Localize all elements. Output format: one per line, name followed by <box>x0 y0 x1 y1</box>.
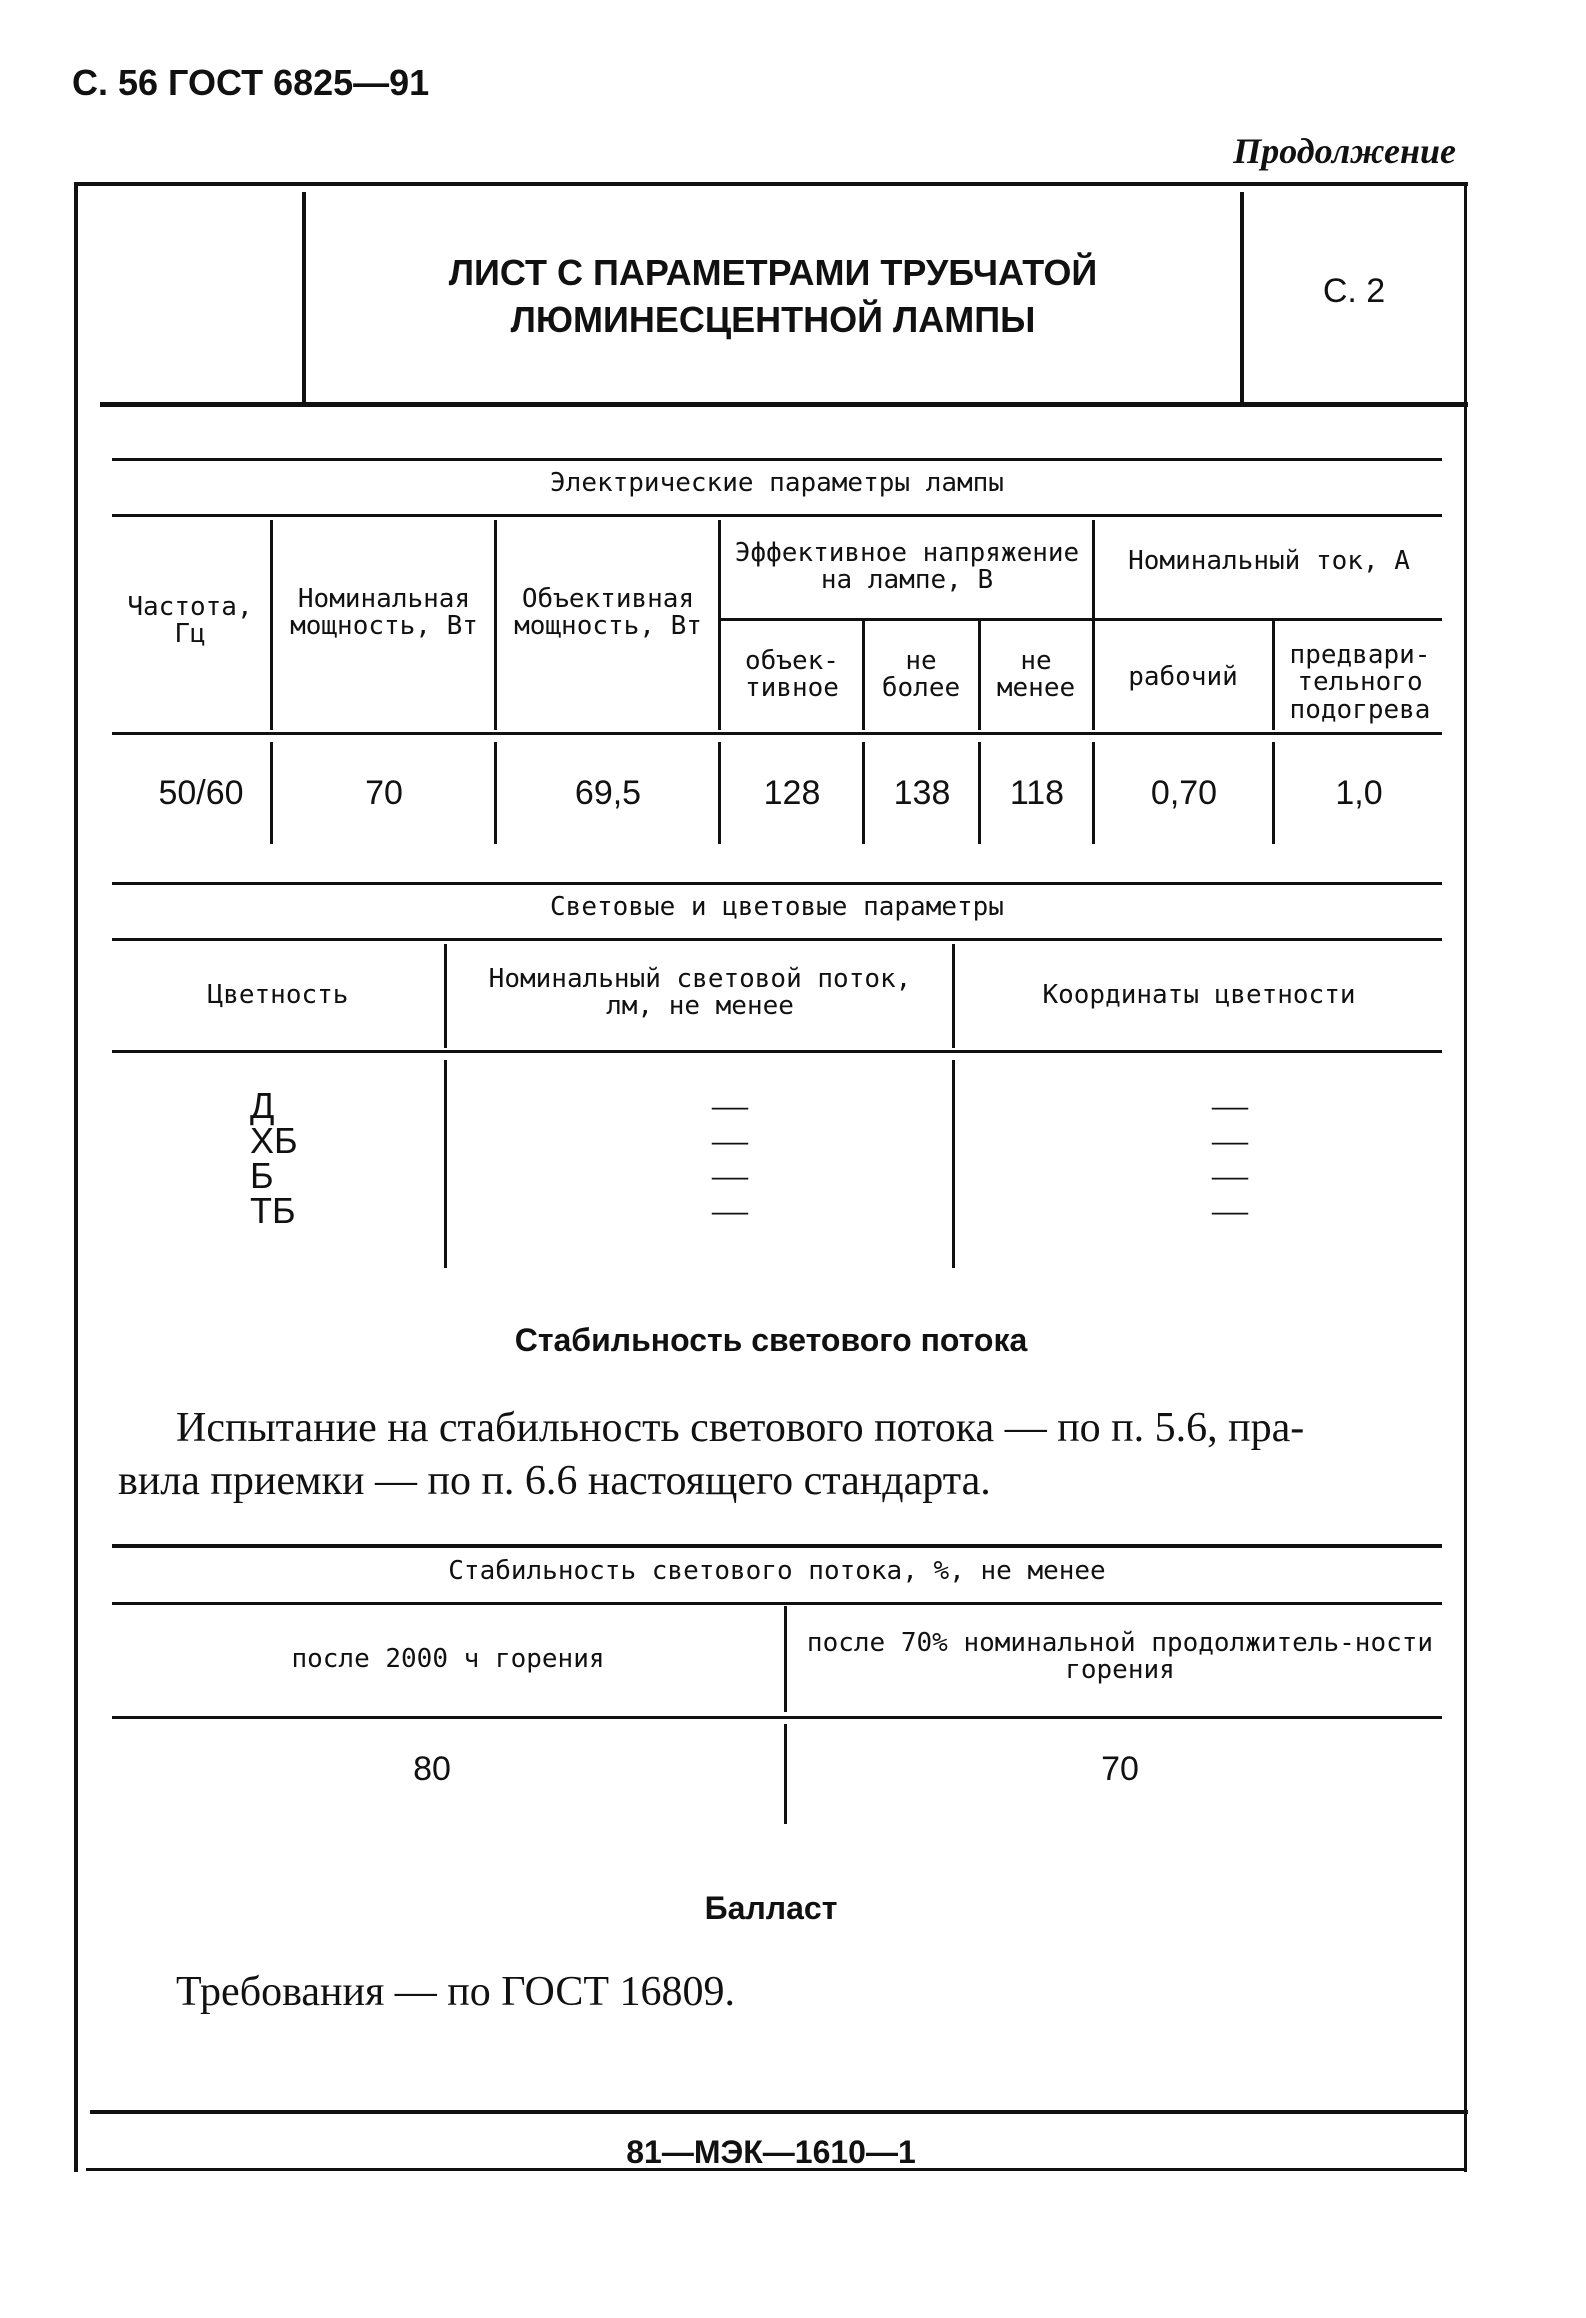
sheet-title-line1: ЛИСТ С ПАРАМЕТРАМИ ТРУБЧАТОЙ <box>448 252 1098 293</box>
light-header-rule <box>112 938 1442 941</box>
light-col-line-1 <box>444 944 447 1048</box>
list-item: — <box>712 1085 748 1125</box>
electrical-caption: Электрические параметры лампы <box>550 468 1004 498</box>
header-current-preheat: предвари-тельного подогрева <box>1289 640 1431 725</box>
light-col-line-2 <box>952 944 955 1048</box>
stability-col-line <box>784 1606 787 1712</box>
light-data-line-1 <box>444 1060 447 1268</box>
header-coords: Координаты цветности <box>1042 980 1356 1010</box>
stability-col1-header: после 2000 ч горения <box>291 1644 605 1674</box>
el-subheader-rule <box>718 618 1442 621</box>
el-data-line-5 <box>978 742 981 844</box>
header-current-group: Номинальный ток, А <box>1128 546 1410 576</box>
el-data-line-2 <box>494 742 497 844</box>
header-voltage-min: не менее <box>996 646 1076 704</box>
stability-caption: Стабильность светового потока, %, не менее <box>448 1556 1106 1586</box>
header-current-working: рабочий <box>1128 662 1238 692</box>
value-current-preheat: 1,0 <box>1335 774 1383 812</box>
list-item: — <box>712 1120 748 1160</box>
stability-heading: Стабильность светового потока <box>514 1322 1028 1358</box>
frame-left <box>74 182 78 2172</box>
coords-list <box>1180 1085 1280 1230</box>
list-item: — <box>1212 1190 1248 1230</box>
light-data-rule <box>112 1050 1442 1053</box>
header-voltage-max: не более <box>881 646 961 704</box>
stability-value-70pct: 70 <box>1101 1750 1139 1788</box>
page-reference: С. 56 ГОСТ 6825—91 <box>72 62 430 103</box>
el-col-line-6 <box>1092 520 1095 730</box>
title-bottom-rule <box>100 402 1468 407</box>
stability-value-2000h: 80 <box>413 1750 451 1788</box>
color-list <box>250 1085 298 1231</box>
stability-top-rule <box>112 1544 1442 1548</box>
el-data-rule <box>112 732 1442 735</box>
light-data-line-2 <box>952 1060 955 1268</box>
el-col-line-5 <box>978 620 981 730</box>
list-item: ТБ <box>250 1190 296 1231</box>
header-flux: Номинальный световой поток, лм, не менее <box>488 964 912 1022</box>
electrical-top-rule <box>112 458 1442 461</box>
stability-data-col-line <box>784 1724 787 1824</box>
list-item: — <box>712 1190 748 1230</box>
el-col-line-3 <box>718 520 721 730</box>
sheet-title-line2: ЛЮМИНЕСЦЕНТНОЙ ЛАМПЫ <box>510 298 1036 340</box>
footer-code: 81—МЭК—1610—1 <box>626 2134 916 2170</box>
el-data-line-6 <box>1092 742 1095 844</box>
el-col-line-4 <box>862 620 865 730</box>
value-voltage-max: 138 <box>893 774 951 812</box>
el-data-line-7 <box>1272 742 1275 844</box>
el-col-line-1 <box>270 520 273 730</box>
ballast-heading: Балласт <box>704 1890 838 1926</box>
stability-paragraph-line1: Испытание на стабильность светового потока — по п. 5.6, пра- <box>176 1405 1305 1451</box>
value-nominal-power: 70 <box>365 774 403 812</box>
electrical-header-rule <box>112 514 1442 517</box>
value-objective-power: 69,5 <box>574 774 642 812</box>
el-col-line-2 <box>494 520 497 730</box>
list-item: — <box>1212 1155 1248 1195</box>
light-caption: Световые и цветовые параметры <box>550 892 1004 922</box>
stability-paragraph-line2: вила приемки — по п. 6.6 настоящего стандарта. <box>118 1457 991 1504</box>
list-item: Д <box>250 1085 275 1126</box>
flux-list <box>680 1085 780 1230</box>
el-data-line-3 <box>718 742 721 844</box>
el-col-line-7 <box>1272 620 1275 730</box>
frame-top <box>74 182 1468 186</box>
sheet-page-number: С. 2 <box>1322 272 1386 310</box>
continuation-label: Продолжение <box>1233 131 1456 171</box>
stability-col2-header: после 70% номинальной продолжитель-ности горения <box>806 1628 1434 1686</box>
header-voltage-objective: объек-тивное <box>745 646 839 704</box>
stability-paragraph <box>118 1402 1448 1507</box>
sheet-title <box>306 250 1240 344</box>
header-objective-power: Объективная мощность, Вт <box>514 584 702 642</box>
value-voltage-objective: 128 <box>763 774 821 812</box>
light-top-rule <box>112 882 1442 885</box>
list-item: Б <box>250 1155 274 1196</box>
stability-data-rule <box>112 1716 1442 1719</box>
value-voltage-min: 118 <box>1009 774 1065 812</box>
el-data-line-4 <box>862 742 865 844</box>
header-color: Цветность <box>207 980 349 1010</box>
list-item: — <box>1212 1085 1248 1125</box>
stability-header-rule <box>112 1602 1442 1605</box>
footer-rule <box>90 2110 1468 2114</box>
header-frequency: Частота, Гц <box>127 592 253 650</box>
list-item: ХБ <box>250 1120 298 1161</box>
frame-right <box>1464 182 1467 2172</box>
ballast-text: Требования — по ГОСТ 16809. <box>176 1969 735 2015</box>
value-current-working: 0,70 <box>1150 774 1218 812</box>
header-voltage-group: Эффективное напряжение на лампе, В <box>734 538 1080 596</box>
value-frequency: 50/60 <box>158 774 244 812</box>
list-item: — <box>1212 1120 1248 1160</box>
list-item: — <box>712 1155 748 1195</box>
header-nominal-power: Номинальная мощность, Вт <box>290 584 478 642</box>
